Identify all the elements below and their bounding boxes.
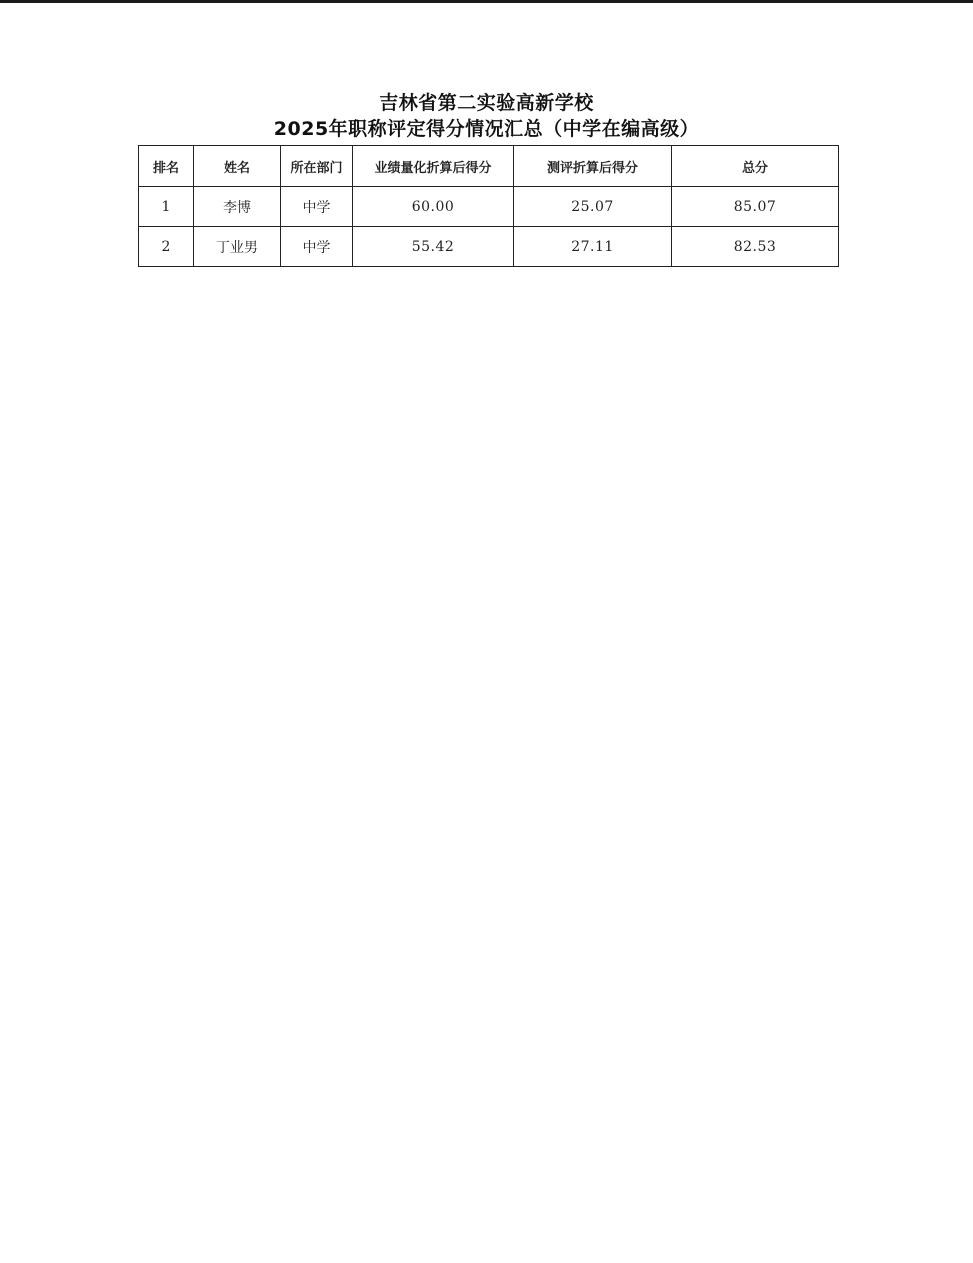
header-department: 所在部门 [281,146,353,187]
cell-department: 中学 [281,187,353,227]
header-evaluation-score: 测评折算后得分 [514,146,672,187]
cell-evaluation-score: 25.07 [514,187,672,227]
cell-department: 中学 [281,227,353,267]
cell-performance-score: 55.42 [353,227,514,267]
cell-performance-score: 60.00 [353,187,514,227]
score-summary-table [138,145,839,267]
cell-evaluation-score: 27.11 [514,227,672,267]
document-title-school: 吉林省第二实验高新学校 [379,92,594,114]
scan-top-edge [0,0,973,3]
table-row [139,187,839,227]
cell-rank: 1 [139,187,194,227]
cell-total-score: 85.07 [672,187,839,227]
table-header-row [139,146,839,187]
cell-rank: 2 [139,227,194,267]
cell-name: 李博 [194,187,281,227]
cell-total-score: 82.53 [672,227,839,267]
document-title-summary: 2025年职称评定得分情况汇总（中学在编高级） [273,118,700,140]
header-performance-score: 业绩量化折算后得分 [353,146,514,187]
cell-name: 丁业男 [194,227,281,267]
header-total-score: 总分 [672,146,839,187]
header-rank: 排名 [139,146,194,187]
table-row [139,227,839,267]
header-name: 姓名 [194,146,281,187]
